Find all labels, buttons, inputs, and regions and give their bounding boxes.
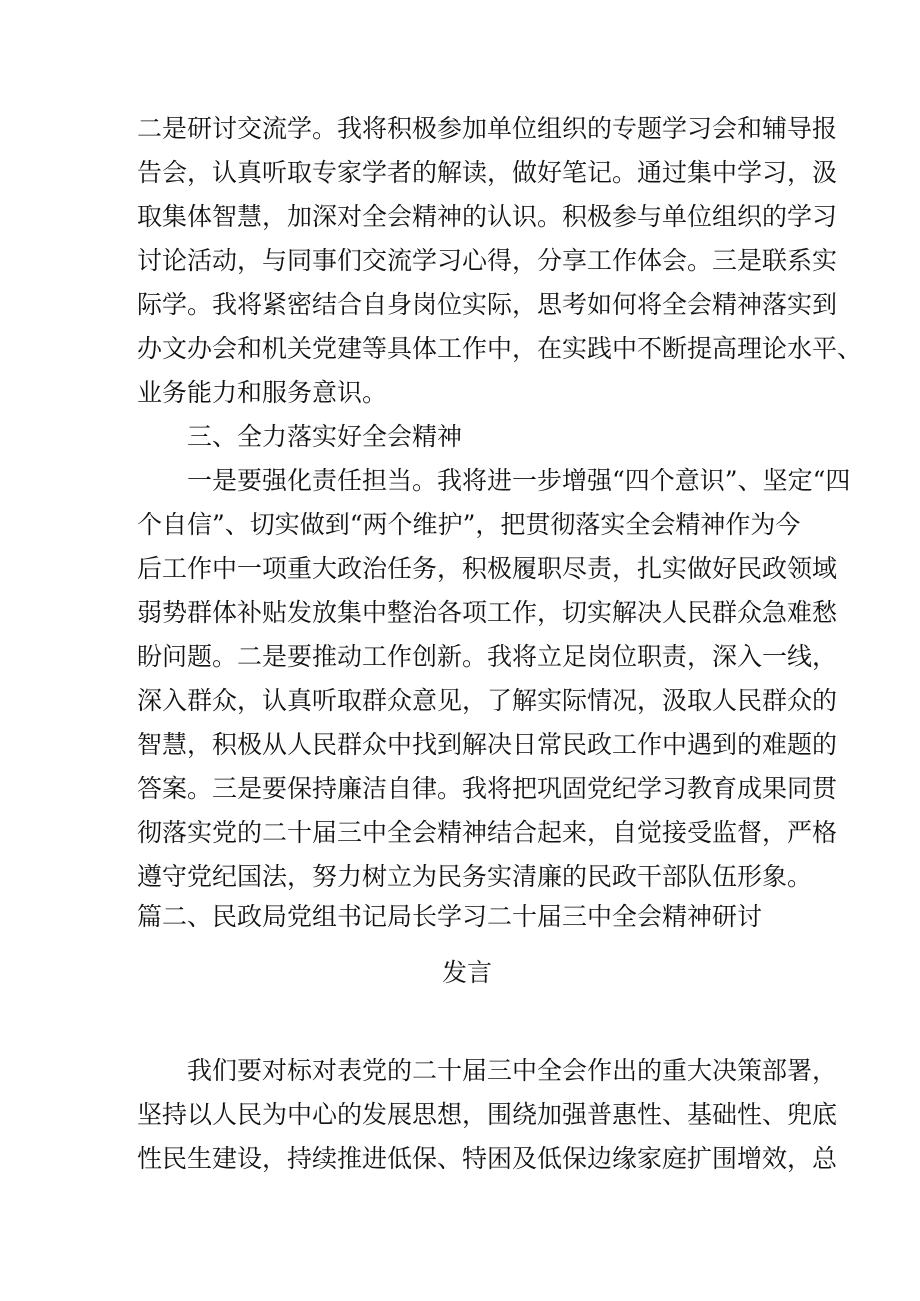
section-heading: 三、全力落实好全会精神 xyxy=(187,422,463,451)
paragraph-line: 二是研讨交流学。我将积极参加单位组织的专题学习会和辅导报 xyxy=(137,114,838,143)
paragraph-line: 取集体智慧，加深对全会精神的认识。积极参与单位组织的学习 xyxy=(137,202,838,231)
paragraph-line: 答案。三是要保持廉洁自律。我将把巩固党纪学习教育成果同贯 xyxy=(137,774,838,803)
paragraph-line: 深入群众，认真听取群众意见，了解实际情况，汲取人民群众的 xyxy=(137,686,838,715)
paragraph-line: 一是要强化责任担当。我将进一步增强“四个意识”、坚定“四 xyxy=(187,466,851,495)
paragraph-line: 后工作中一项重大政治任务，积极履职尽责，扎实做好民政领域 xyxy=(137,554,838,583)
paragraph-line: 彻落实党的二十届三中全会精神结合起来，自觉接受监督，严格 xyxy=(137,818,838,847)
paragraph-line: 我们要对标对表党的二十届三中全会作出的重大决策部署， xyxy=(187,1056,838,1085)
paragraph-line: 业务能力和服务意识。 xyxy=(137,378,388,407)
part-title-continued: 发言 xyxy=(441,958,492,987)
paragraph-line: 性民生建设，持续推进低保、特困及低保边缘家庭扩围增效，总 xyxy=(137,1144,838,1173)
part-title: 篇二、民政局党组书记局长学习二十届三中全会精神研讨 xyxy=(137,902,763,931)
paragraph-line: 个自信”、切实做到“两个维护”，把贯彻落实全会精神作为今 xyxy=(137,510,801,539)
paragraph-line: 告会，认真听取专家学者的解读，做好笔记。通过集中学习，汲 xyxy=(137,158,838,187)
paragraph-line: 遵守党纪国法，努力树立为民务实清廉的民政干部队伍形象。 xyxy=(137,862,813,891)
paragraph-line: 智慧，积极从人民群众中找到解决日常民政工作中遇到的难题的 xyxy=(137,730,838,759)
paragraph-line: 盼问题。二是要推动工作创新。我将立足岗位职责，深入一线， xyxy=(137,642,838,671)
paragraph-line: 际学。我将紧密结合自身岗位实际，思考如何将全会精神落实到 xyxy=(137,290,838,319)
paragraph-line: 讨论活动，与同事们交流学习心得，分享工作体会。三是联系实 xyxy=(137,246,838,275)
paragraph-line: 弱势群体补贴发放集中整治各项工作，切实解决人民群众急难愁 xyxy=(137,598,838,627)
paragraph-line: 办文办会和机关党建等具体工作中，在实践中不断提高理论水平、 xyxy=(137,334,863,363)
paragraph-line: 坚持以人民为中心的发展思想，围绕加强普惠性、基础性、兜底 xyxy=(137,1100,838,1129)
